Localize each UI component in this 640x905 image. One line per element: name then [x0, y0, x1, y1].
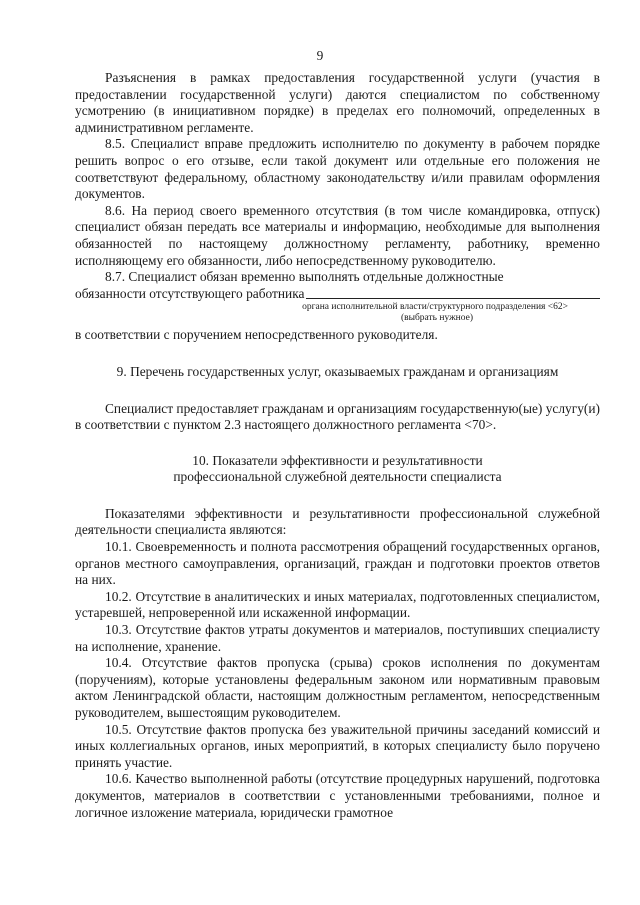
section-10-intro: Показателями эффективности и результативности профессиональной служебной деятельности специалиста являются:: [75, 505, 600, 538]
paragraph-8-7-end: в соответствии с поручением непосредственного руководителя.: [75, 327, 438, 343]
fill-in-hint-line2: (выбрать нужное): [400, 313, 473, 324]
indicator-10-2: 10.2. Отсутствие в аналитических и иных материалах, подготовленных специалистом, устаревшей, непроверенной или искаженной информации.: [75, 588, 600, 621]
indicator-10-1: 10.1. Своевременность и полнота рассмотрения обращений государственных органов, органов местного самоуправления, организаций, граждан и подготовки проектов ответов на них.: [75, 539, 600, 588]
blank-underline: [306, 298, 600, 299]
indicator-10-6: 10.6. Качество выполненной работы (отсутствие процедурных нарушений, подготовка документов, материалов в соответствии с установленными требованиями, полное и логичное изложение материала, юридически грамотное: [75, 771, 600, 820]
fill-in-line-text: обязанности отсутствующего работника: [75, 285, 305, 301]
paragraph-8-7-start: 8.7. Специалист обязан временно выполнять отдельные должностные: [105, 269, 504, 285]
fill-in-hint-line1: органа исполнительной власти/структурного подразделения <62>: [302, 302, 568, 313]
section-9-heading: 9. Перечень государственных услуг, оказываемых гражданам и организациям: [116, 363, 559, 379]
fill-in-hint: [75, 302, 600, 324]
fill-in-line: [75, 286, 600, 303]
document-body: [75, 70, 600, 821]
paragraph-clarifications: Разъяснения в рамках предоставления государственной услуги (участия в предоставлении государственной услуги) даются специалистом по собственному усмотрению (в инициативном порядке) в пределах его полномочий, определенных в административном регламенте.: [75, 70, 600, 135]
section-9-text: Специалист предоставляет гражданам и организациям государственную(ые) услугу(и) в соответствии с пунктом 2.3 настоящего должностного регламента <70>.: [75, 400, 600, 433]
section-10-heading-line2: профессиональной служебной деятельности специалиста: [173, 469, 502, 485]
indicator-10-3: 10.3. Отсутствие фактов утраты документов и материалов, поступивших специалисту на исполнение, хранение.: [75, 622, 600, 654]
indicator-10-5: 10.5. Отсутствие фактов пропуска без уважительной причины заседаний комиссий и иных коллегиальных органов, иных мероприятий, в которых специалисту было поручено принять участие.: [75, 721, 600, 770]
paragraph-8-5: 8.5. Специалист вправе предложить исполнителю по документу в рабочем порядке решить вопрос о его отзыве, если такой документ или отдельные его положения не соответствуют федеральному, областному законодательству и/или правилам оформления документов.: [75, 136, 600, 202]
page-number: 9: [316, 48, 324, 63]
paragraph-8-6: 8.6. На период своего временного отсутствия (в том числе командировка, отпуск) специалист обязан передать все материалы и информацию, необходимые для выполнения обязанностей по настоящему должностному регламенту, работнику, временно исполняющему его обязанности, либо непосредственному руководителю.: [75, 202, 600, 268]
indicator-10-4: 10.4. Отсутствие фактов пропуска (срыва) сроков исполнения по документам (поручениям), которые установлены федеральным законом или нормативным правовым актом Ленинградской области, настоящим должностным регламентом, непосредственным руководителем, вышестоящим руководителем.: [75, 655, 600, 720]
section-10-heading-line1: 10. Показатели эффективности и результативности: [192, 452, 483, 468]
